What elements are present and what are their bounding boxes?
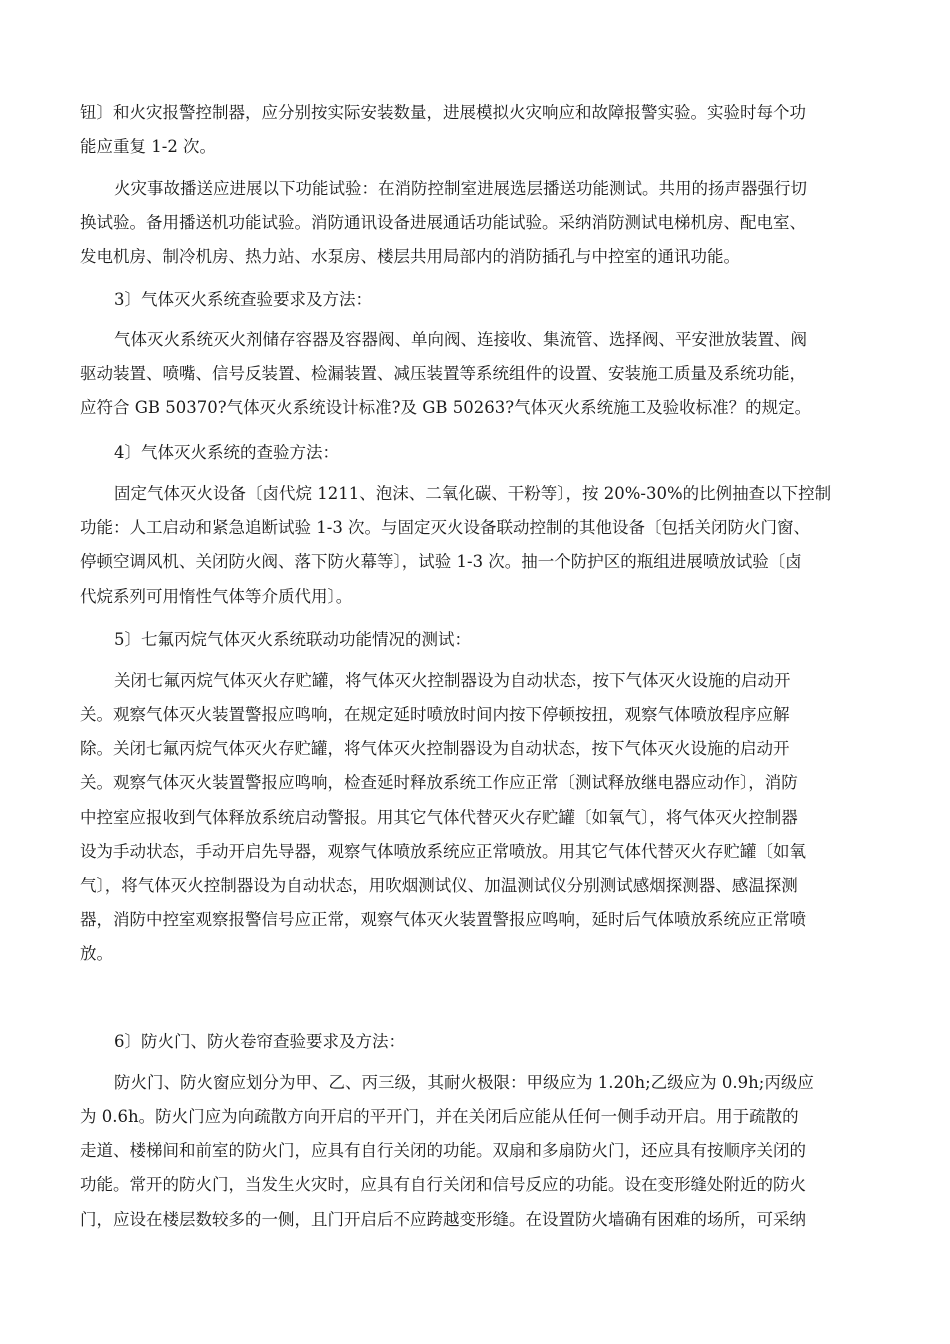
section-heading: 4〕气体灭火系统的查验方法： bbox=[114, 443, 339, 462]
text-line: 能应重复 1-2 次。 bbox=[80, 137, 217, 156]
text-line: 应符合 GB 50370?气体灭火系统设计标准?及 GB 50263?气体灭火系统施工及验收标准？的规定。 bbox=[80, 398, 812, 417]
text-line: 器，消防中控室观察报警信号应正常，观察气体灭火装置警报应鸣响，延时后气体喷放系统应正常喷 bbox=[80, 910, 806, 929]
text-line: 关闭七氟丙烷气体灭火存贮罐，将气体灭火控制器设为自动状态，按下气体灭火设施的启动开 bbox=[114, 671, 791, 690]
text-line: 关。观察气体灭火装置警报应鸣响，在规定延时喷放时间内按下停顿按扭，观察气体喷放程序应解 bbox=[80, 705, 790, 724]
text-line: 除。关闭七氟丙烷气体灭火存贮罐，将气体灭火控制器设为自动状态，按下气体灭火设施的启动开 bbox=[80, 739, 790, 758]
text-line: 走道、楼梯间和前室的防火门，应具有自行关闭的功能。双扇和多扇防火门，还应具有按顺序关闭的 bbox=[80, 1141, 806, 1160]
text-line: 固定气体灭火设备〔卤代烷 1211、泡沫、二氧化碳、干粉等〕，按 20%-30%的比例抽查以下控制 bbox=[114, 484, 832, 503]
text-line: 气〕，将气体灭火控制器设为自动状态，用吹烟测试仪、加温测试仪分别测试感烟探测器、感温探测 bbox=[80, 876, 798, 895]
text-line: 换试验。备用播送机功能试验。消防通讯设备进展通话功能试验。采纳消防测试电梯机房、配电室、 bbox=[80, 213, 806, 232]
text-line: 代烷系列可用惰性气体等介质代用〕。 bbox=[80, 587, 353, 606]
text-line: 为 0.6h。防火门应为向疏散方向开启的平开门，并在关闭后应能从任何一侧手动开启。用于疏散的 bbox=[80, 1107, 799, 1126]
text-line: 停顿空调风机、关闭防火阀、落下防火幕等〕，试验 1-3 次。抽一个防护区的瓶组进展喷放试验〔卤 bbox=[80, 552, 802, 571]
text-line: 关。观察气体灭火装置警报应鸣响，检查延时释放系统工作应正常〔测试释放继电器应动作〕，消防 bbox=[80, 773, 798, 792]
text-line: 火灾事故播送应进展以下功能试验：在消防控制室进展选层播送功能测试。共用的扬声器强行切 bbox=[114, 179, 807, 198]
text-line: 放。 bbox=[80, 944, 113, 963]
section-heading: 6〕防火门、防火卷帘查验要求及方法： bbox=[114, 1032, 405, 1051]
text-line: 钮〕和火灾报警控制器，应分别按实际安装数量，进展模拟火灾响应和故障报警实验。实验时每个功 bbox=[80, 103, 806, 122]
section-heading: 3〕气体灭火系统查验要求及方法： bbox=[114, 290, 372, 309]
text-line: 防火门、防火窗应划分为甲、乙、丙三级，其耐火极限：甲级应为 1.20h;乙级应为 0.9h;丙级应 bbox=[114, 1073, 814, 1092]
text-line: 设为手动状态，手动开启先导器，观察气体喷放系统应正常喷放。用其它气体代替灭火存贮罐〔如氧 bbox=[80, 842, 806, 861]
text-line: 门，应设在楼层数较多的一侧，且门开启后不应跨越变形缝。在设置防火墙确有困难的场所，可采纳 bbox=[80, 1210, 806, 1229]
text-line: 气体灭火系统灭火剂储存容器及容器阀、单向阀、连接收、集流管、选择阀、平安泄放装置、阀 bbox=[114, 330, 807, 349]
text-line: 发电机房、制冷机房、热力站、水泵房、楼层共用局部内的消防插孔与中控室的通讯功能。 bbox=[80, 247, 740, 266]
text-line: 驱动装置、喷嘴、信号反装置、检漏装置、减压装置等系统组件的设置、安装施工质量及系统功能， bbox=[80, 364, 806, 383]
text-line: 功能。常开的防火门，当发生火灾时，应具有自行关闭和信号反应的功能。设在变形缝处附近的防火 bbox=[80, 1175, 806, 1194]
document-page bbox=[80, 0, 880, 1344]
text-line: 中控室应报收到气体释放系统启动警报。用其它气体代替灭火存贮罐〔如氧气〕，将气体灭火控制器 bbox=[80, 808, 798, 827]
section-heading: 5〕七氟丙烷气体灭火系统联动功能情况的测试： bbox=[114, 630, 471, 649]
text-line: 功能：人工启动和紧急追断试验 1-3 次。与固定灭火设备联动控制的其他设备〔包括关闭防火门窗、 bbox=[80, 518, 811, 537]
